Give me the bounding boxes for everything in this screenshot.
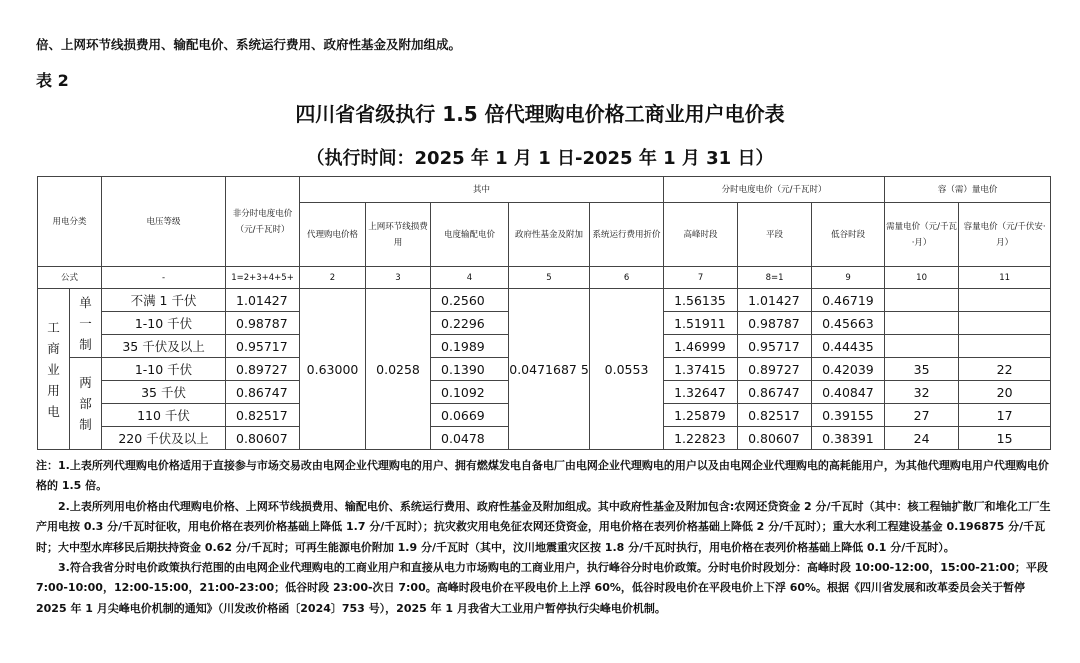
voltage-cell: 35 千伏 [102,381,226,404]
capacity-cell [959,289,1051,312]
continued-text-line: 倍、上网环节线损费用、输配电价、系统运行费用、政府性基金及附加组成。 [36,37,462,52]
peak-cell: 1.37415 [664,358,738,381]
formula-cell: 6 [590,267,664,289]
flat-cell: 0.86747 [738,381,812,404]
formula-cell: 3 [366,267,431,289]
transmission-cell: 0.0478 [431,427,509,450]
peak-cell: 1.25879 [664,404,738,427]
transmission-cell: 0.0669 [431,404,509,427]
price-table [37,176,1051,450]
valley-cell: 0.38391 [812,427,885,450]
demand-cell [885,312,959,335]
formula-cell: 公式 [38,267,102,289]
formula-cell: 8=1 [738,267,812,289]
valley-cell: 0.44435 [812,335,885,358]
formula-cell: 4 [431,267,509,289]
capacity-cell [959,312,1051,335]
valley-cell: 0.39155 [812,404,885,427]
header-among: 其中 [300,177,664,203]
page-title: 四川省省级执行 1.5 倍代理购电价格工商业用户电价表 [295,102,785,126]
peak-cell: 1.22823 [664,427,738,450]
transmission-cell: 0.2560 [431,289,509,312]
valley-cell: 0.46719 [812,289,885,312]
header-non-tou: 非分时电度电价（元/千瓦时） [226,177,300,267]
notes-section [36,456,1054,619]
capacity-cell: 17 [959,404,1051,427]
capacity-cell [959,335,1051,358]
valley-cell: 0.40847 [812,381,885,404]
demand-cell [885,335,959,358]
header-capacity: 容量电价（元/千伏安·月） [959,203,1051,267]
peak-cell: 1.46999 [664,335,738,358]
formula-cell: 9 [812,267,885,289]
voltage-cell: 不满 1 千伏 [102,289,226,312]
voltage-cell: 220 千伏及以上 [102,427,226,450]
header-tou-group: 分时电度电价（元/千瓦时） [664,177,885,203]
header-capacity-group: 容（需）量电价 [885,177,1051,203]
table-row [38,289,1051,312]
non-tou-cell: 0.82517 [226,404,300,427]
header-valley: 低谷时段 [812,203,885,267]
header-peak: 高峰时段 [664,203,738,267]
demand-cell: 32 [885,381,959,404]
formula-cell: 1=2+3+4+5+ [226,267,300,289]
flat-cell: 0.80607 [738,427,812,450]
non-tou-cell: 0.98787 [226,312,300,335]
single-part-cell [70,289,102,358]
non-tou-cell: 1.01427 [226,289,300,312]
formula-cell: 5 [509,267,590,289]
header-demand: 需量电价（元/千瓦·月） [885,203,959,267]
demand-cell [885,289,959,312]
system-fee-cell: 0.0553 [590,289,664,450]
note-3: 3.符合我省分时电价政策执行范围的由电网企业代理购电的工商业用户和直接从电力市场购电的工商业用户，执行峰谷分时电价政策。分时电价时段划分：高峰时段 10:00-12:00，15:00-21:00；平段 7:00-10:00，12:00-15:00，21:00-23:00；低谷时段 23:00-次日 7:00。高峰时段电价在平段电价上上浮 60%，低谷时段电价在平段电价上下浮 60%。根据《四川省发展和改革委员会关于暂停 2025 年 1 月尖峰电价机制的通知》（川发改价格函〔2024〕753 号），2025 年 1 月我省大工业用户暂停执行尖峰电价机制。 [36,561,1048,615]
header-transmission: 电度输配电价 [431,203,509,267]
two-part-cell [70,358,102,450]
fund-fee-cell: 0.0471687 5 [509,289,590,450]
table-label: 表 2 [36,71,69,90]
formula-cell: 2 [300,267,366,289]
demand-cell: 35 [885,358,959,381]
flat-cell: 0.89727 [738,358,812,381]
two-part-label: 两部制 [79,375,92,432]
header-voltage: 电压等级 [102,177,226,267]
formula-cell: - [102,267,226,289]
category-label: 工商业用电 [47,319,60,419]
category-cell [38,289,70,450]
header-agency: 代理购电价格 [300,203,366,267]
header-fund: 政府性基金及附加 [509,203,590,267]
non-tou-cell: 0.80607 [226,427,300,450]
voltage-cell: 110 千伏 [102,404,226,427]
demand-cell: 24 [885,427,959,450]
header-category: 用电分类 [38,177,102,267]
capacity-cell: 22 [959,358,1051,381]
capacity-cell: 15 [959,427,1051,450]
voltage-cell: 35 千伏及以上 [102,335,226,358]
peak-cell: 1.32647 [664,381,738,404]
header-system: 系统运行费用折价 [590,203,664,267]
formula-cell: 11 [959,267,1051,289]
loss-fee-cell: 0.0258 [366,289,431,450]
formula-cell: 10 [885,267,959,289]
flat-cell: 0.95717 [738,335,812,358]
demand-cell: 27 [885,404,959,427]
non-tou-cell: 0.86747 [226,381,300,404]
agency-price-cell: 0.63000 [300,289,366,450]
non-tou-cell: 0.95717 [226,335,300,358]
peak-cell: 1.56135 [664,289,738,312]
execution-period: （执行时间：2025 年 1 月 1 日-2025 年 1 月 31 日） [306,148,774,169]
note-2: 2.上表所列用电价格由代理购电价格、上网环节线损费用、输配电价、系统运行费用、政府性基金及附加组成。其中政府性基金及附加包含:农网还贷资金 2 分/千瓦时（其中：核工程铀扩散厂和堆化工厂生产用电按 0.3 分/千瓦时征收，用电价格在表列价格基础上降低 1.7 分/千瓦时）；抗灾救灾用电免征农网还贷资金，用电价格在表列价格基础上降低 2 分/千瓦时）；重大水利工程建设基金 0.196875 分/千瓦时；大中型水库移民后期扶持资金 0.62 分/千瓦时；可再生能源电价附加 1.9 分/千瓦时（其中，汶川地震重灾区按 1.8 分/千瓦时执行，用电价格在表列价格基础上降低 0.1 分/千瓦时）。 [36,499,1051,554]
transmission-cell: 0.1989 [431,335,509,358]
note-1: 注：1.上表所列代理购电价格适用于直接参与市场交易改由电网企业代理购电的用户、拥有燃煤发电自备电厂由电网企业代理购电的用户以及由电网企业代理购电的高耗能用户，为其他代理购电用户代理购电价格的 1.5 倍。 [36,459,1049,493]
flat-cell: 1.01427 [738,289,812,312]
transmission-cell: 0.1390 [431,358,509,381]
transmission-cell: 0.1092 [431,381,509,404]
formula-cell: 7 [664,267,738,289]
peak-cell: 1.51911 [664,312,738,335]
flat-cell: 0.98787 [738,312,812,335]
header-row-1 [38,177,1051,203]
capacity-cell: 20 [959,381,1051,404]
header-loss: 上网环节线损费用 [366,203,431,267]
transmission-cell: 0.2296 [431,312,509,335]
valley-cell: 0.45663 [812,312,885,335]
voltage-cell: 1-10 千伏 [102,358,226,381]
flat-cell: 0.82517 [738,404,812,427]
header-flat: 平段 [738,203,812,267]
single-part-label: 单一制 [79,294,92,352]
voltage-cell: 1-10 千伏 [102,312,226,335]
formula-row [38,267,1051,289]
non-tou-cell: 0.89727 [226,358,300,381]
valley-cell: 0.42039 [812,358,885,381]
